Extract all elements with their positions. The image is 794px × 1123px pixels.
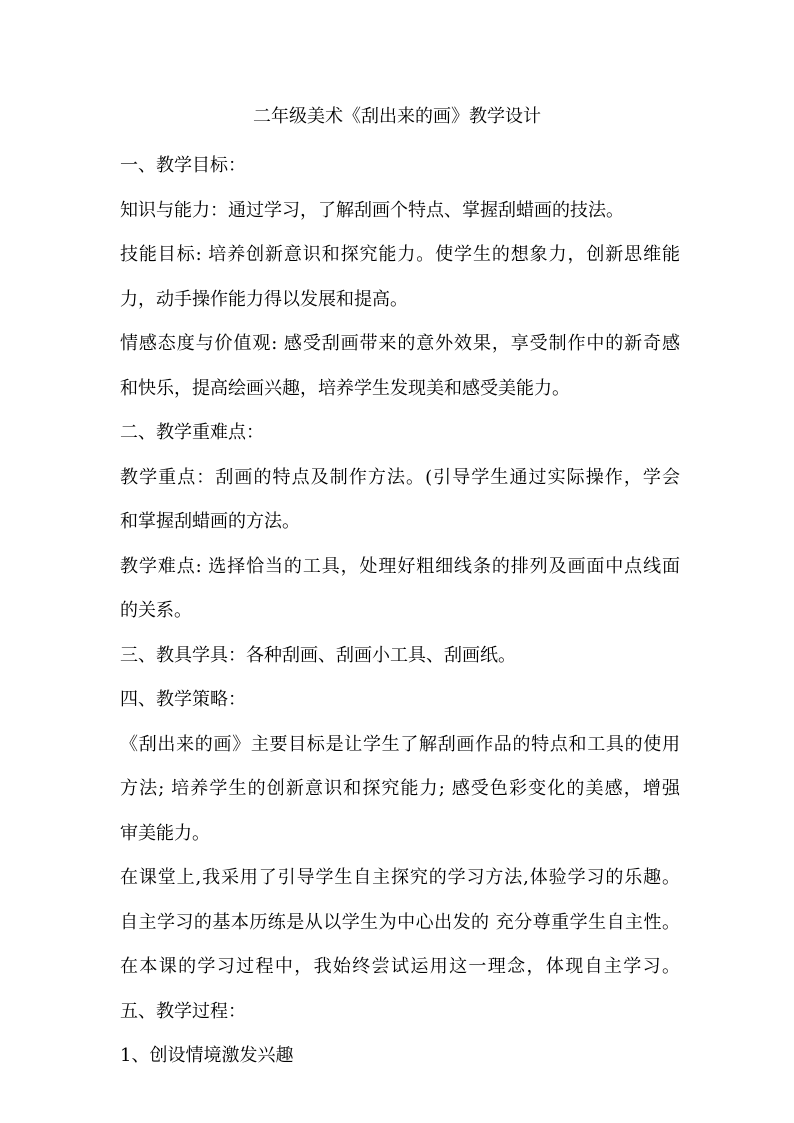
text-line: 自主学习的基本历练是从以学生为中心出发的 充分尊重学生自主性。	[120, 911, 680, 933]
text-line: 技能目标: 培养创新意识和探究能力。使学生的想象力，创新思维能	[120, 244, 680, 265]
text-line: 五、教学过程：	[120, 1000, 246, 1022]
text-line: 的关系。	[120, 600, 192, 621]
text-line: 二、教学重难点：	[120, 422, 264, 443]
text-line: 《刮出来的画》主要目标是让学生了解刮画作品的特点和工具的使用	[120, 733, 680, 755]
text-line: 在课堂上,我采用了引导学生自主探究的学习方法,体验学习的乐趣。	[120, 867, 680, 888]
text-line: 教学难点: 选择恰当的工具，处理好粗细线条的排列及画面中点线面	[120, 555, 680, 577]
text-line: 审美能力。	[120, 822, 210, 844]
text-line: 力，动手操作能力得以发展和提高。	[120, 288, 408, 310]
text-line: 知识与能力：通过学习，了解刮画个特点、掌握刮蜡画的技法。	[120, 199, 624, 221]
document-title: 二年级美术《刮出来的画》教学设计	[253, 106, 541, 127]
text-line: 三、教具学具：各种刮画、刮画小工具、刮画纸。	[120, 644, 516, 666]
text-line: 方法; 培养学生的创新意识和探究能力; 感受色彩变化的美感，增强	[120, 778, 680, 799]
text-line: 和掌握刮蜡画的方法。	[120, 511, 300, 532]
text-line: 情感态度与价值观: 感受刮画带来的意外效果，享受制作中的新奇感	[120, 333, 680, 354]
text-line: 教学重点：刮画的特点及制作方法。(引导学生通过实际操作，学会	[120, 466, 680, 488]
text-line: 四、教学策略：	[120, 689, 246, 710]
text-line: 和快乐，提高绘画兴趣，培养学生发现美和感受美能力。	[120, 377, 570, 399]
text-line: 1、创设情境激发兴趣	[120, 1045, 294, 1066]
text-line: 一、教学目标：	[120, 155, 246, 176]
text-line: 在本课的学习过程中，我始终尝试运用这一理念，体现自主学习。	[120, 956, 680, 977]
